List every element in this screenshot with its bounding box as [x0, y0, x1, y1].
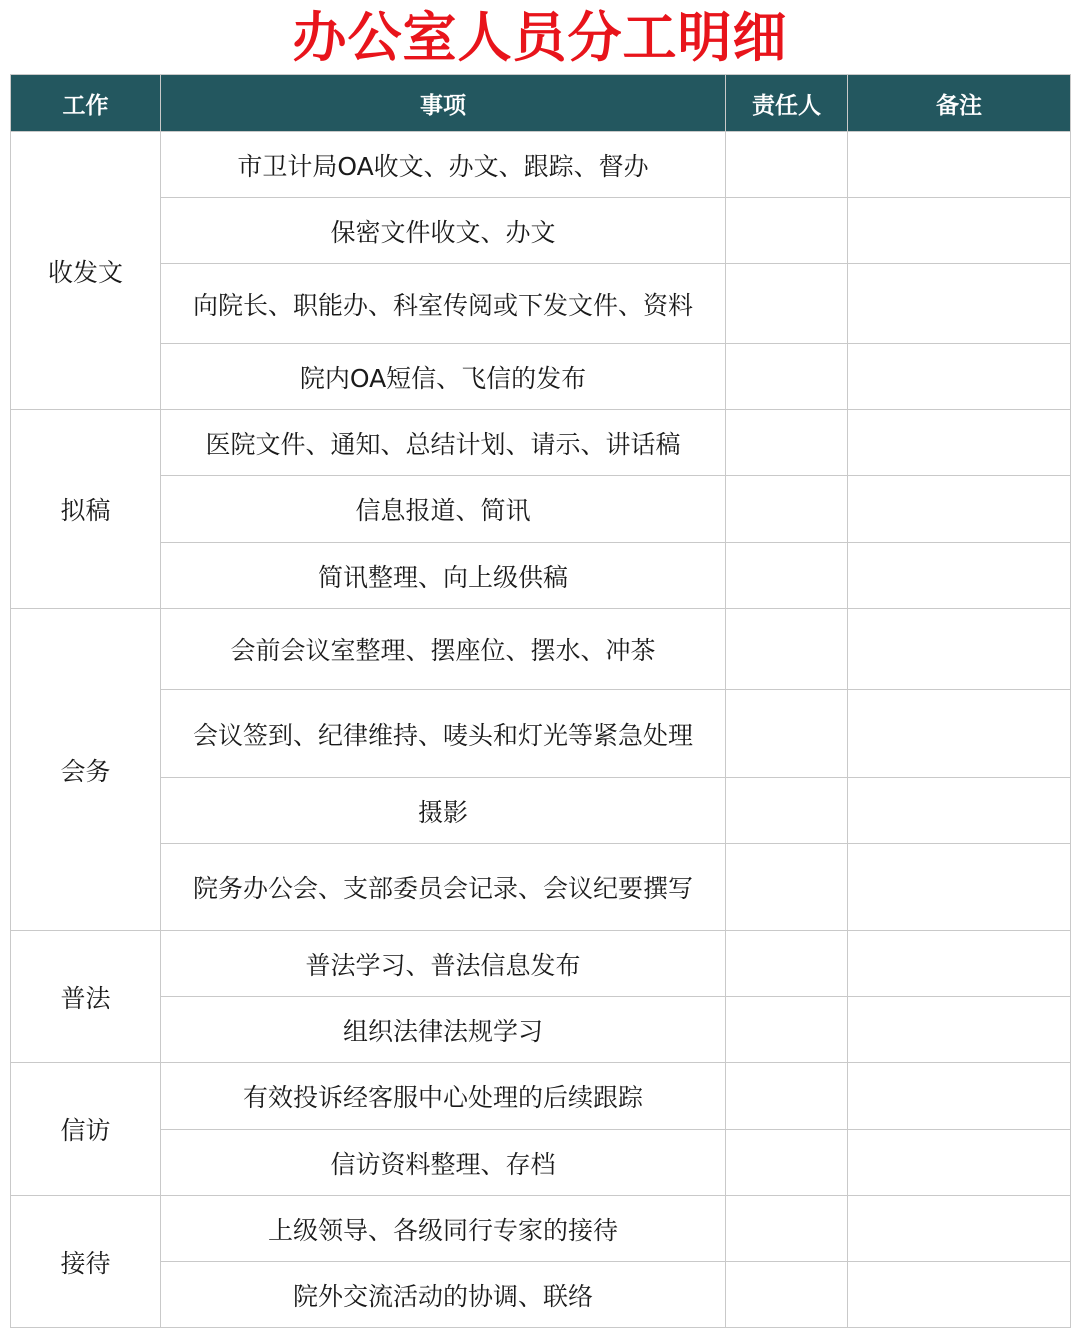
item-cell: 会前会议室整理、摆座位、摆水、冲茶 — [161, 609, 726, 690]
note-cell[interactable] — [848, 1063, 1071, 1130]
category-cell: 会务 — [11, 609, 161, 931]
table-row — [11, 1262, 1071, 1328]
table-row — [11, 1196, 1071, 1262]
note-cell[interactable] — [848, 198, 1071, 264]
item-cell: 组织法律法规学习 — [161, 997, 726, 1063]
item-cell: 向院长、职能办、科室传阅或下发文件、资料 — [161, 264, 726, 344]
note-cell[interactable] — [848, 690, 1071, 778]
owner-cell[interactable] — [726, 778, 848, 844]
item-cell: 医院文件、通知、总结计划、请示、讲话稿 — [161, 410, 726, 476]
table-row — [11, 1063, 1071, 1130]
table-row — [11, 844, 1071, 931]
note-cell[interactable] — [848, 997, 1071, 1063]
header-owner: 责任人 — [726, 75, 848, 132]
owner-cell[interactable] — [726, 690, 848, 778]
owner-cell[interactable] — [726, 1262, 848, 1328]
owner-cell[interactable] — [726, 410, 848, 476]
note-cell[interactable] — [848, 344, 1071, 410]
table-row — [11, 264, 1071, 344]
owner-cell[interactable] — [726, 132, 848, 198]
category-cell: 信访 — [11, 1063, 161, 1196]
table-header — [11, 75, 1071, 132]
category-cell: 收发文 — [11, 132, 161, 410]
table-row — [11, 476, 1071, 543]
note-cell[interactable] — [848, 778, 1071, 844]
item-cell: 保密文件收文、办文 — [161, 198, 726, 264]
owner-cell[interactable] — [726, 1063, 848, 1130]
note-cell[interactable] — [848, 931, 1071, 997]
table-row — [11, 410, 1071, 476]
item-cell: 普法学习、普法信息发布 — [161, 931, 726, 997]
header-item: 事项 — [161, 75, 726, 132]
page-title: 办公室人员分工明细 — [292, 6, 788, 69]
owner-cell[interactable] — [726, 997, 848, 1063]
owner-cell[interactable] — [726, 198, 848, 264]
category-cell: 普法 — [11, 931, 161, 1063]
header-row — [11, 75, 1071, 132]
table-row — [11, 931, 1071, 997]
table-row — [11, 1130, 1071, 1196]
owner-cell[interactable] — [726, 476, 848, 543]
note-cell[interactable] — [848, 264, 1071, 344]
table-row — [11, 609, 1071, 690]
owner-cell[interactable] — [726, 344, 848, 410]
item-cell: 有效投诉经客服中心处理的后续跟踪 — [161, 1063, 726, 1130]
note-cell[interactable] — [848, 1130, 1071, 1196]
table-row — [11, 344, 1071, 410]
table-row — [11, 543, 1071, 609]
table-row — [11, 198, 1071, 264]
item-cell: 上级领导、各级同行专家的接待 — [161, 1196, 726, 1262]
category-cell: 接待 — [11, 1196, 161, 1328]
note-cell[interactable] — [848, 844, 1071, 931]
owner-cell[interactable] — [726, 264, 848, 344]
item-cell: 院外交流活动的协调、联络 — [161, 1262, 726, 1328]
table-row — [11, 690, 1071, 778]
note-cell[interactable] — [848, 410, 1071, 476]
note-cell[interactable] — [848, 1196, 1071, 1262]
table-row — [11, 997, 1071, 1063]
item-cell: 简讯整理、向上级供稿 — [161, 543, 726, 609]
item-cell: 信息报道、简讯 — [161, 476, 726, 543]
owner-cell[interactable] — [726, 543, 848, 609]
table-body — [11, 132, 1071, 1328]
item-cell: 摄影 — [161, 778, 726, 844]
duty-table — [10, 74, 1071, 1328]
owner-cell[interactable] — [726, 844, 848, 931]
owner-cell[interactable] — [726, 1130, 848, 1196]
item-cell: 市卫计局OA收文、办文、跟踪、督办 — [161, 132, 726, 198]
item-cell: 会议签到、纪律维持、唛头和灯光等紧急处理 — [161, 690, 726, 778]
note-cell[interactable] — [848, 132, 1071, 198]
note-cell[interactable] — [848, 476, 1071, 543]
category-cell: 拟稿 — [11, 410, 161, 609]
table-row — [11, 778, 1071, 844]
owner-cell[interactable] — [726, 1196, 848, 1262]
note-cell[interactable] — [848, 1262, 1071, 1328]
note-cell[interactable] — [848, 609, 1071, 690]
note-cell[interactable] — [848, 543, 1071, 609]
item-cell: 院务办公会、支部委员会记录、会议纪要撰写 — [161, 844, 726, 931]
owner-cell[interactable] — [726, 609, 848, 690]
owner-cell[interactable] — [726, 931, 848, 997]
header-note: 备注 — [848, 75, 1071, 132]
table-row — [11, 132, 1071, 198]
item-cell: 院内OA短信、飞信的发布 — [161, 344, 726, 410]
item-cell: 信访资料整理、存档 — [161, 1130, 726, 1196]
header-work: 工作 — [11, 75, 161, 132]
